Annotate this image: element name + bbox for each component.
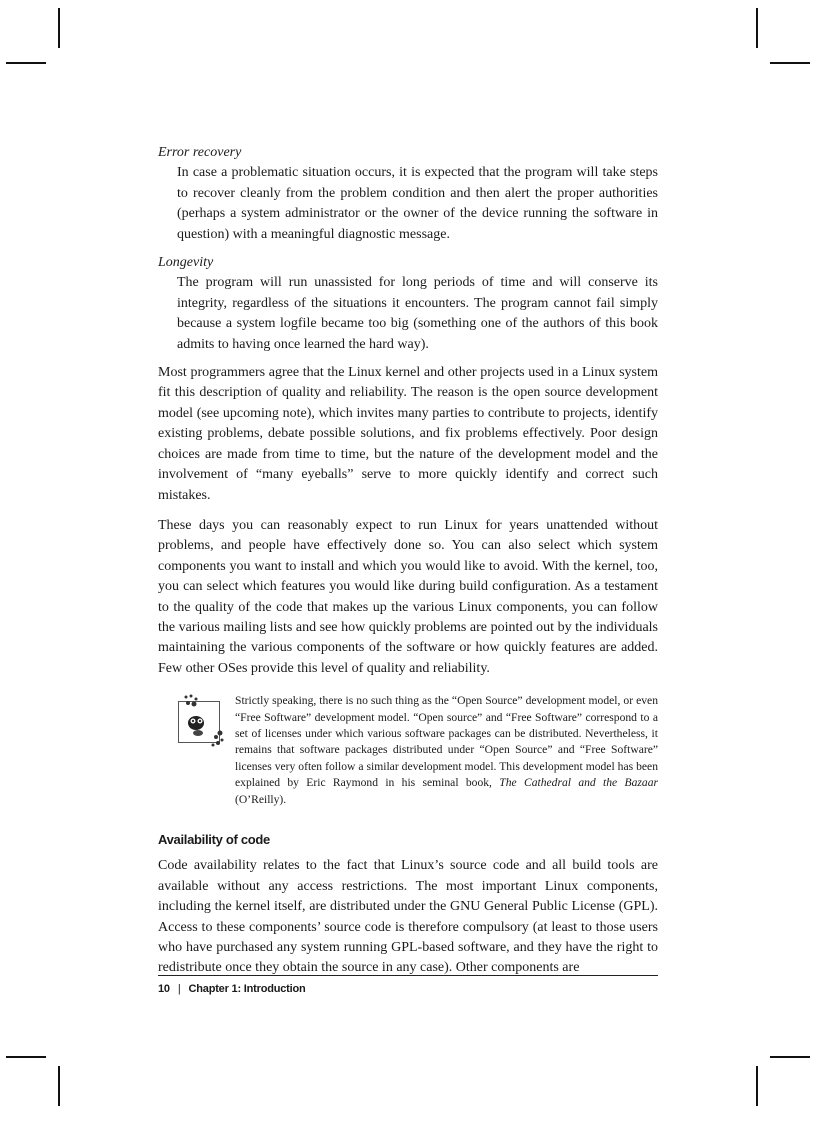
note-box [158, 693, 658, 808]
page-number: 10 [158, 983, 170, 995]
paragraph-code-availability: Code availability relates to the fact that Linux’s source code and all build tools are available without any access restrictions. The most important Linux components, including the kernel itself, are distributed under the GNU General Public License (GPL). Access to these components’ source code is therefore compulsory (at least to those users who have purchased any system running GPL-based software, and they have the right to redistribute once they obtain the source in any case). Other components are [158, 858, 658, 976]
footer-separator: | [177, 983, 181, 995]
tarsier-note-icon [158, 693, 228, 763]
note-text [235, 693, 658, 808]
page-content [158, 143, 658, 989]
section-heading: Availability of code [158, 832, 270, 847]
crop-mark-top-right-v [756, 8, 758, 48]
chapter-label: Chapter 1: Introduction [188, 983, 306, 995]
definition-error-recovery: In case a problematic situation occurs, it is expected that the program will take steps to recover cleanly from the problem condition and then alert the proper authorities (perhaps a system administrator or the owner of the device running the software in question) with a meaningful diagnostic message. [177, 165, 658, 242]
note-text-before: Strictly speaking, there is no such thing as the “Open Source” development model, or even “Free Software” development model. “Open source” and “Free Software” correspond to a set of licenses under which various software packages can be distributed. Nevertheless, it remains that software packages distributed under “Open Source” and “Free Software” licenses very often follow a similar development model. This development model has been explained by Eric Raymond in his seminal book, [235, 694, 658, 790]
definition-longevity: The program will run unassisted for long periods of time and will conserve its integrity, regardless of the situations it encounters. The program cannot fail simply because a system logfile became too big (something one of the authors of this book admits to having once learned the hard way). [177, 275, 658, 352]
term-error-recovery: Error recovery [158, 145, 242, 160]
paragraph-open-source-model: Most programmers agree that the Linux kernel and other projects used in a Linux system fit this description of quality and reliability. The reason is the open source development model (see upcoming note), which invites many parties to contribute to projects, identify existing problems, debate possible solutions, and fix problems effectively. Poor design choices are made from time to time, but the nature of the development model and the involvement of “many eyeballs” serve to more quickly identify and correct such mistakes. [158, 365, 658, 503]
note-book-title: The Cathedral and the Bazaar [499, 776, 659, 790]
crop-mark-top-right-h [770, 62, 810, 64]
crop-mark-top-left-v [58, 8, 60, 48]
paragraph-reliability: These days you can reasonably expect to run Linux for years unattended without problems, and people have effectively done so. You can also select which system components you want to install and which you would like to avoid. With the kernel, too, you can select which features you would like during build configuration. As a testament to the quality of the code that makes up the various Linux components, you can follow the various mailing lists and see how quickly problems are pointed out by the individuals maintaining the various components of the software or how quickly features are added. Few other OSes provide this level of quality and reliability. [158, 517, 658, 676]
term-longevity: Longevity [158, 255, 214, 271]
crop-mark-bottom-left-v [58, 1066, 60, 1106]
page-footer [158, 983, 306, 995]
crop-mark-bottom-right-h [770, 1056, 810, 1058]
tarsier-icon [158, 693, 228, 763]
note-text-after: (O’Reilly). [235, 792, 287, 806]
crop-mark-top-left-h [6, 62, 46, 64]
crop-mark-bottom-right-v [756, 1066, 758, 1106]
crop-mark-bottom-left-h [6, 1056, 46, 1058]
footer-rule [158, 975, 658, 976]
